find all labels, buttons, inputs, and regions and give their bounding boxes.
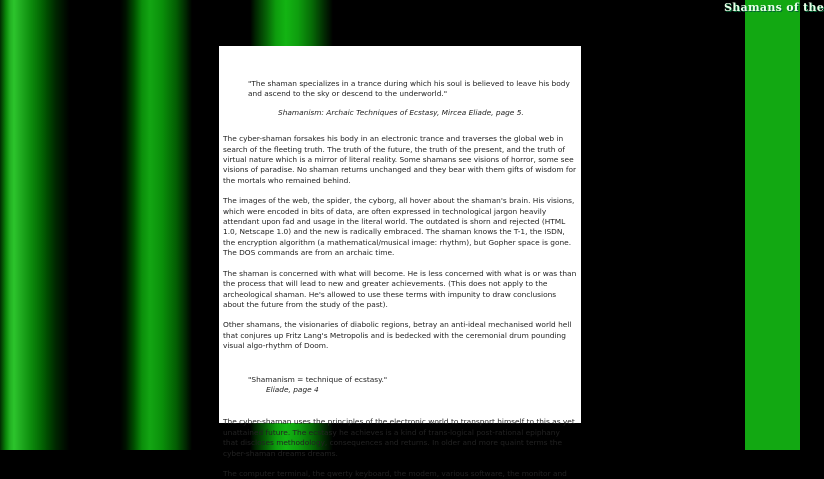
second-quote-text: "Shamanism = technique of ecstasy." bbox=[248, 374, 388, 384]
paragraph: The computer terminal, the qwerty keyboard, the modem, various software, the monitor and bbox=[223, 468, 567, 478]
document-sheet[interactable] bbox=[219, 46, 581, 478]
epigraph-citation: Shamanism: Archaic Techniques of Ecstasy, Mircea Eliade, page 5. bbox=[278, 107, 524, 117]
epigraph-text: "The shaman specializes in a trance during which his soul is believed to leave his body and ascend to the sky or descend to the underworld." bbox=[248, 79, 570, 99]
epigraph bbox=[248, 79, 577, 118]
paragraph: The shaman is concerned with what will become. He is less concerned with what is or was than the process that will lead to new and greater achievements. (This does not apply to the archeological shaman. He's allowed to use these terms with impunity to draw conclusions about the future from the study of the past). bbox=[223, 268, 577, 309]
second-quote bbox=[248, 375, 577, 385]
paragraph: The cyber-shaman uses the principles of the electronic world to transport himself to this as yet unattained future. The ecstasy he achieves is a kind of trans-logical post-rational epiphany that discloses methodology, consequences and returns. In older and more quaint terms the cyber-shaman dreams dreams. bbox=[223, 417, 575, 458]
green-panel-right bbox=[745, 0, 800, 450]
paragraph: Other shamans, the visionaries of diabolic regions, betray an anti-ideal mechanised world hell that conjures up Fritz Lang's Metropolis and is bedecked with the ceremonial drum pounding visual algo-rhythm of Doom. bbox=[223, 320, 572, 351]
corner-title[interactable]: Shamans of the bbox=[724, 1, 824, 14]
paragraph: The images of the web, the spider, the cyborg, all hover about the shaman's brain. His visions, which were encoded in bits of data, are often expressed in technological jargon heavily attendant upon fad and usage in the literal world. The outdated is shorn and rejected (HTML 1.0, Netscape 1.0) and the new is radically embraced. The shaman knows the T-1, the ISDN, the encryption algorithm (a mathematical/musical image: rhythm), but Gopher space is gone. The DOS commands are from an archaic time. bbox=[223, 196, 575, 258]
second-quote-citation: Eliade, page 4 bbox=[266, 384, 319, 394]
paragraph: The cyber-shaman forsakes his body in an electronic trance and traverses the global web in search of the fleeting truth. The truth of the future, the truth of the present, and the truth of virtual nature which is a mirror of literal reality. Some shamans see visions of horror, some see visions of paradise. No shaman returns unchanged and they bear with them gifts of wisdom for the mortals who remained behind. bbox=[223, 134, 577, 185]
